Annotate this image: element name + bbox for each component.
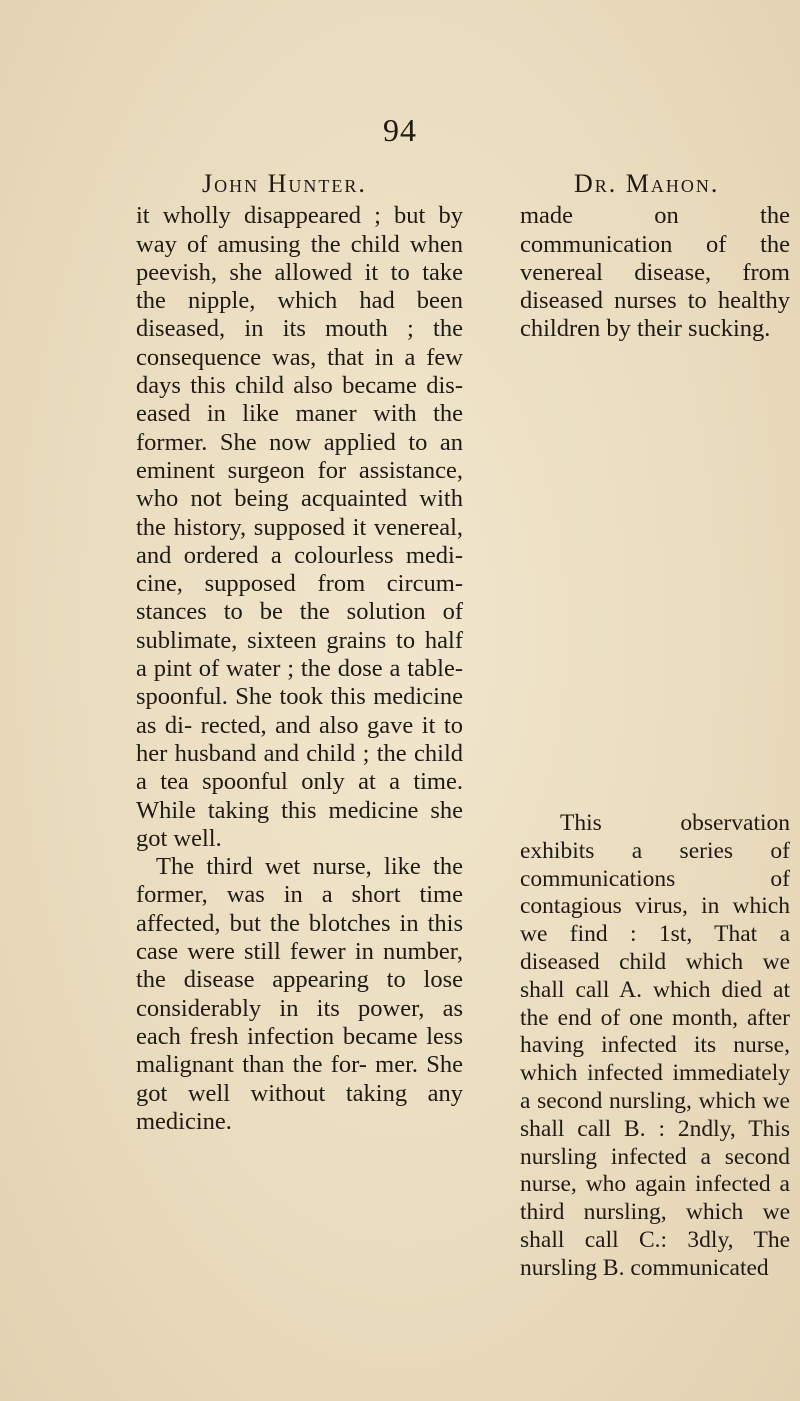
left-column <box>136 170 463 1136</box>
right-running-head: Dr. Mahon. <box>574 169 720 198</box>
right-paragraph-1: made on the communication of the venereal disease, from diseased nurses to healthy children by their sucking. <box>520 202 790 343</box>
right-column <box>520 170 790 344</box>
left-paragraph-1: it wholly disappeared ; but by way of amusing the child when peevish, she allowed it to take the nipple, which had been diseased, in its mouth ; the consequence was, that in a few days this child also became dis- eased in like maner with the former. She now applied to an eminent surgeon for assistance, who not being acquainted with the history, supposed it venereal, and ordered a colourless medi- cine, supposed from circum- stances to be the solution of sublimate, sixteen grains to half a pint of water ; the dose a table-spoonful. She took this medicine as di- rected, and also gave it to her husband and child ; the child a tea spoonful only at a time. While taking this medicine she got well. <box>136 202 463 852</box>
observation-paragraph: This observation exhibits a series of communications of contagious virus, in which we find : 1st, That a diseased child which we shall call A. which died at the end of one month, after having infected its nurse, which infected immediately a second nursling, which we shall call B. : 2ndly, This nursling infected a second nurse, who again infected a third nursling, which we shall call C.: 3dly, The nursling B. communicated <box>520 810 790 1281</box>
left-paragraph-2: The third wet nurse, like the former, was in a short time affected, but the blotches in this case were still fewer in number, the disease appearing to lose considerably in its power, as each fresh infection became less malignant than the for- mer. She got well without taking any medicine. <box>136 853 463 1135</box>
page-number: 94 <box>383 112 417 148</box>
observation-section <box>520 810 790 1283</box>
left-running-head: John Hunter. <box>202 169 367 198</box>
